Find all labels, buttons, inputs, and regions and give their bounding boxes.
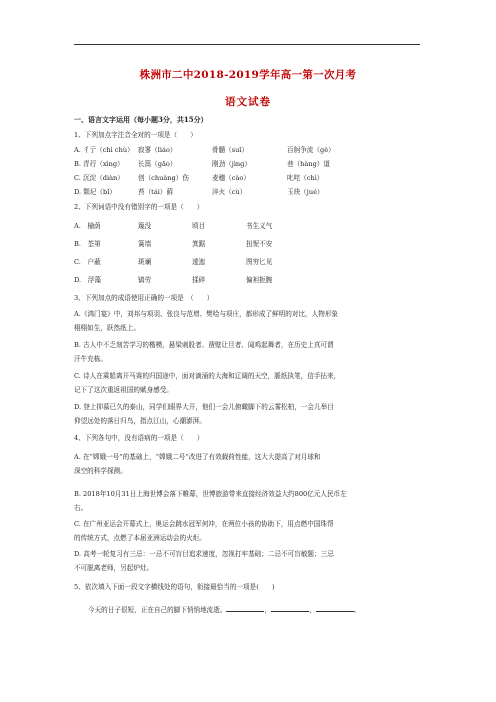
- q4-c-line1: C. 在广州亚运会开幕式上，奥运会跳水冠军何冲，在两位小孩的协助下，用点燃中国珠帮: [74, 520, 334, 528]
- q3-c-line1: C. 诗人在乘船离开马赛的归国途中，面对滴涌的大海和辽阔的天空，脈纸执笔，信手拈来，: [74, 372, 341, 380]
- q3-option-d: [74, 401, 424, 428]
- q3-a-line1: A.《鸿门宴》中，刘邦与项羽、张良与范增、樊哙与项庄，都形成了鲜明的对比，人物形象: [74, 310, 339, 318]
- q2-c-4: 图穷匕见: [246, 258, 273, 266]
- q4-c-line2: 的传统方式，点燃了本届亚洲运动会的火炬。: [74, 533, 206, 542]
- exam-subtitle: 语文试卷: [225, 96, 271, 108]
- q5-sep-2: ，: [309, 606, 316, 614]
- q4-b-line1: B. 2018年10月31日上海世博会落下帷幕，世博旅游带来直接经济效益大约800亿元人民币左: [74, 490, 347, 498]
- q2-c-3: 逶迤: [192, 258, 206, 266]
- section-heading: 一、语言文字运用（每小题3分，共15分）: [74, 115, 208, 124]
- q1-d-2: 苔（tái）藓: [138, 188, 174, 196]
- q1-c-3: 麦穗（cào）: [212, 174, 250, 182]
- q1-b-3: 刚劲（jìng）: [212, 160, 251, 168]
- q3-stem: 3、下列加点的成语使用正确的一项是 （ ）: [74, 294, 214, 302]
- q5-end: 。: [353, 606, 361, 614]
- q1-a-2: 寂寥（liáo）: [138, 146, 177, 154]
- q5-stem: 5、依次填入下面一段文字横线处的语句，衔接最恰当的一项是( ): [74, 583, 275, 591]
- q5-blank-2: [271, 605, 309, 612]
- q3-option-b: [74, 339, 424, 366]
- q1-c-1: C. 沉淀（diàn）: [74, 174, 124, 182]
- q3-b-line2: 汗牛充栋。: [74, 354, 107, 363]
- q1-d-1: D. 颓圮（bǐ）: [74, 188, 116, 196]
- q2-a-4: 书生义气: [246, 222, 273, 230]
- q3-d-line2: 仰望远处的落日归鸟，指点江山，心潮澎湃。: [74, 416, 206, 425]
- q4-stem: 4、下列各句中，没有语病的一项是（ ）: [74, 434, 204, 442]
- q4-option-a: [74, 451, 424, 478]
- q3-option-a: [74, 308, 424, 335]
- q1-a-3: 骨髓（suǐ）: [212, 146, 249, 154]
- q2-b-1: B. 荃第: [74, 240, 101, 248]
- q2-a-3: 顷目: [192, 222, 206, 230]
- exam-title: 株洲市二中2018-2019学年高一第一次月考: [139, 69, 357, 81]
- q1-d-3: 淬火（cù）: [212, 188, 247, 196]
- q1-d-4: 玉玦（jué）: [287, 188, 324, 196]
- q2-a-2: 篾没: [138, 222, 152, 230]
- q2-c-1: C. 户蔽: [74, 258, 101, 266]
- q1-b-1: B. 青荇（xìng）: [74, 160, 124, 168]
- q1-b-2: 长篙（gāo）: [138, 160, 177, 168]
- q2-c-2: 斑斓: [138, 258, 152, 266]
- q1-a-1: A. 彳亍（chì chù）: [74, 146, 134, 154]
- q4-b-line2: 右。: [74, 503, 88, 512]
- q2-d-2: 镐劳: [138, 276, 152, 284]
- q4-a-line1: A. 在“嫦娥一号”的基础上，“嫦娥二号”改进了有效载荷性能，这大大提高了对月球和: [74, 453, 321, 461]
- q5-passage: [88, 605, 360, 615]
- q2-d-4: 偏袒扼腕: [246, 276, 273, 284]
- q4-d-line1: D. 高考一轮复习有三忌：一忌不可盲目追求速度，忽视打牢基础；二忌不可盲敏题；三忌: [74, 550, 334, 558]
- q3-option-c: [74, 370, 424, 397]
- q1-a-4: 百舸争流（gě）: [287, 146, 335, 154]
- q5-blank-3: [316, 605, 354, 612]
- q3-a-line2: 栩栩如生，跃然纸上。: [74, 323, 140, 332]
- q2-b-2: 簧墙: [138, 240, 152, 248]
- q1-c-4: 叱咤（chì）: [287, 174, 324, 182]
- q1-b-4: 巷（hàng）道: [287, 160, 331, 168]
- q2-d-3: 揉碎: [192, 276, 206, 284]
- q2-d-1: D. 浮藻: [74, 276, 101, 284]
- q3-c-line2: 记下了这次重返祖国的赋身感受。: [74, 385, 173, 394]
- q2-b-3: 箕踞: [192, 240, 206, 248]
- q1-stem: 1、下列加点字注音全对的一项是（ ）: [74, 131, 197, 139]
- header-rule: [74, 44, 420, 45]
- q3-b-line1: B. 古人中不乏刻苦学习的楷模，悬梁刺股者、凿壁让旦者、闻鸡起舞者，在历史上真可谓: [74, 341, 334, 349]
- q5-sep-1: ，: [264, 606, 272, 614]
- q4-option-b: [74, 488, 424, 515]
- q3-d-line1: D. 登上抑慕已久的泰山，同学们眼界大开，他们一会儿俯瞰脚下的云雾松柏，一会儿举目: [74, 403, 334, 411]
- q4-option-d: [74, 548, 424, 575]
- q2-a-1: A. 榆荫: [74, 222, 101, 230]
- q4-d-line2: 不可脱离老师，另起炉灶。: [74, 563, 154, 572]
- q1-c-2: 创（chuàng）伤: [138, 174, 189, 182]
- q2-b-4: 扭怩不安: [246, 240, 273, 248]
- q2-stem: 2、下列词语中没有错别字的一项是（ ）: [74, 203, 204, 211]
- q5-blank-1: [226, 605, 264, 612]
- q4-a-line2: 深空的科学探测。: [74, 466, 127, 475]
- q4-option-c: [74, 518, 424, 545]
- q5-passage-text: 今天的日子很短，正在自己的脚下悄悄地流逝。: [88, 606, 227, 614]
